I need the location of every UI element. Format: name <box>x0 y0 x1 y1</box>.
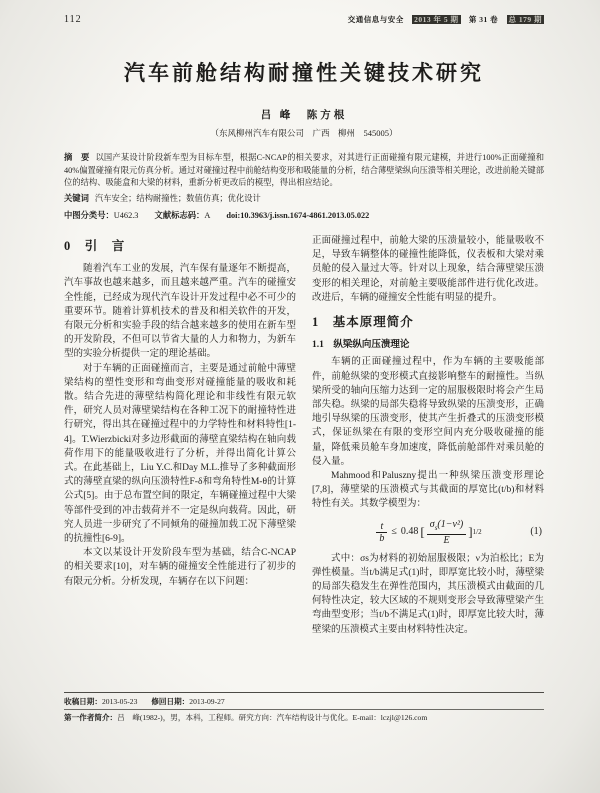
section-1-1-paragraph-1: 车辆的正面碰撞过程中，作为车辆的主要吸能部件，前舱纵梁的变形模式直接影响整车的耐撞性。当纵梁所受的轴向压缩力达到一定的屈服极限时将会产生局部失稳。纵梁的局部失稳将导致纵梁的压溃变形，正确地引导纵梁的压溃变形，使其产生折叠式的压溃变形模式，保证纵梁在有限的变形空间内充分吸收碰撞的能量，降低乘员舱车身加速度，降低前舱部件对乘员舱的侵入量。 <box>312 357 544 467</box>
authors: 吕 峰 陈方根 <box>260 110 348 121</box>
material-ratio: $\frac{\sigma_s(1-\nu^2)}{E}$ <box>427 519 467 546</box>
journal-name: 交通信息与安全 <box>347 15 404 24</box>
journal-volume: 第 31 卷 <box>468 15 499 24</box>
revised-label: 修回日期： <box>151 696 190 706</box>
received-date: 2013-05-23 <box>101 696 138 706</box>
journal-issue: 2013 年 5 期 <box>414 15 459 24</box>
dates-line <box>64 692 544 708</box>
continuation-paragraph: 正面碰撞过程中，前舱大梁的压溃量较小，能量吸收不足，导致车辆整体的碰撞性能降低，仪表板和大梁对乘员舱的侵入量过大等。针对以上现象，结合薄壁梁压溃变形的相关理论，对前舱主要吸能部件进行优化改进。改进后，车辆的碰撞安全性能有明显的提升。 <box>312 235 544 303</box>
section-1-heading: 1 基本原理简介 <box>312 314 414 329</box>
bio-text: 吕 峰(1982-)，男，本科，工程师。研究方向：汽车结构设计与优化。E-mail：lczjl@126.com <box>117 713 428 723</box>
thickness-width-ratio: $\frac{t}{b}$ <box>376 521 387 544</box>
abstract-label: 摘 要 <box>64 153 90 162</box>
section-1-1-heading: 1.1 纵梁纵向压溃理论 <box>312 340 410 351</box>
close-bracket: ] <box>468 524 473 540</box>
body-columns <box>64 234 544 686</box>
bio-label: 第一作者简介： <box>64 713 118 723</box>
paper-title: 汽车前舱结构耐撞性关键技术研究 <box>124 61 484 85</box>
journal-info <box>342 14 544 25</box>
clc-value: U462.3 <box>113 211 139 221</box>
doi-text: doi:10.3963/j.issn.1674-4861.2013.05.022 <box>226 211 370 221</box>
keywords-text: 汽车安全；结构耐撞性；数值仿真；优化设计 <box>94 193 261 203</box>
left-column <box>64 234 296 686</box>
keywords-label: 关键词 <box>64 193 89 203</box>
doc-code-value: A <box>204 211 211 221</box>
doc-code-label: 文献标志码： <box>154 211 205 221</box>
page-number: 112 <box>64 14 82 25</box>
exponent: 1/2 <box>472 528 482 537</box>
abstract <box>64 152 544 190</box>
affiliation: （东风柳州汽车有限公司 广西 柳州 545005） <box>210 128 398 138</box>
equation-1 <box>312 519 544 546</box>
relation-sign: ≤ <box>391 526 397 538</box>
abstract-text: 以国产某设计阶段新车型为目标车型，根据C-NCAP的相关要求，对其进行正面碰撞有限元建模，并进行100%正面碰撞和40%偏置碰撞有限元仿真分析。通过对碰撞过程中前舱结构变形和吸能量的分析，结合薄壁梁纵向压溃等相关理论，改进前舱关键部位的结构、吸能盒和大梁的材料，重新分析更改后的模型，得出相应结论。 <box>64 153 544 188</box>
clc-label: 中图分类号： <box>64 211 114 221</box>
coefficient: 0.48 <box>400 526 419 538</box>
intro-paragraph-1: 随着汽车工业的发展，汽车保有量逐年不断提高，汽车事故也越来越多，而且越来越严重。汽车的碰撞安全性能，已经成为现代汽车设计开发过程中必不可少的重要环节。随着计算机技术的普及和相关软件的开发，有限元分析和实验手段的结合越来越多的使用在新车型的开发阶段，不但可以节省大量的人力和物力，为新车型的实验分析提供一定的理论基础。 <box>64 264 296 360</box>
page-header <box>64 14 544 25</box>
classification-line <box>64 210 544 223</box>
section-0-heading: 0 引 言 <box>64 238 126 253</box>
author-bio-line <box>64 709 544 724</box>
right-column <box>312 234 544 686</box>
intro-paragraph-2: 对于车辆的正面碰撞而言，主要是通过前舱中薄壁梁结构的塑性变形和弯曲变形对碰撞能量的吸收和耗散。结合先进的薄壁结构简化理论和非线性有限元软件，研究人员对薄壁梁结构在各种工况下的耐撞特性进行研究，得出其在碰撞过程中的力学特性和材料特性[1-4]。T.Wierzbicki对多边形截面的薄壁直梁结构在轴向载荷作用下的能量吸收进行了分析，并得出简化计算公式。在此基础上，Liu Y.C.和Day M.L.推导了多种截面形式的薄壁直梁的纵向压溃特性F-δ和弯角特性M-θ的计算公式[5]。由于总布置空间的限定，车辆碰撞过程中大梁等部件受到的冲击载荷并不一定是纵向载荷。因此，研究人员进一步研究了不同倾角的碰撞加载工况下薄壁梁的抗撞性[6-9]。 <box>64 363 296 545</box>
revised-date: 2013-09-27 <box>189 696 225 706</box>
section-1-1-paragraph-3: 式中：σs为材料的初始屈服极限；ν为泊松比；E为弹性模量。当t/b满足式(1)时，即厚宽比较小时，薄壁梁的局部失稳发生在弹性范围内，其压溃模式由截面的几何特性决定，较大区域的不规则变形会导致薄壁梁产生弯曲型变形；当t/b不满足式(1)时，即厚宽比较大时，薄壁梁的压溃模式主要由材料特性决定。 <box>312 553 544 635</box>
received-label: 收稿日期： <box>64 696 102 706</box>
equation-number: (1) <box>530 526 542 538</box>
intro-paragraph-3: 本文以某设计开发阶段车型为基础，结合C-NCAP的相关要求[10]，对车辆的碰撞安全性能进行了初步的有限元分析。分析发现，车辆存在以下问题： <box>64 548 296 587</box>
section-1-1-paragraph-2: Mahmood和Paluszny提出一种纵梁压溃变形理论[7,8]，薄壁梁的压溃模式与其截面的厚宽比(t/b)和材料特性有关。其数学模型为： <box>312 471 544 510</box>
page-footer <box>64 692 544 724</box>
open-bracket: [ <box>420 524 425 540</box>
keywords-line <box>64 193 544 206</box>
journal-total-issue: 总 179 期 <box>508 15 542 24</box>
